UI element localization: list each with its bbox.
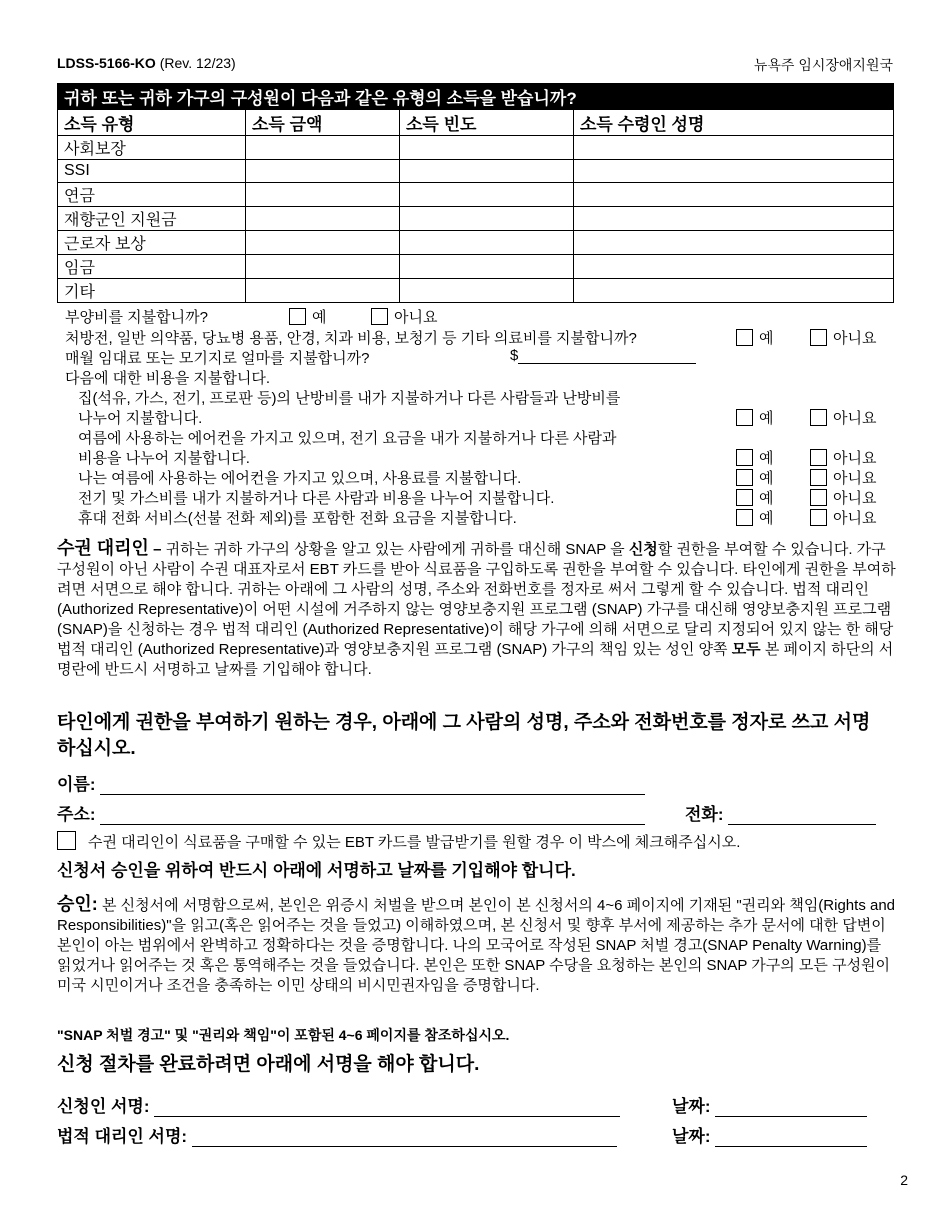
medical-no-checkbox[interactable] bbox=[810, 329, 827, 346]
table-row bbox=[58, 136, 894, 160]
medical-no[interactable] bbox=[810, 327, 876, 348]
income-type-ssi: SSI bbox=[58, 160, 246, 183]
ac-fee-no-checkbox[interactable] bbox=[810, 469, 827, 486]
heating-yes[interactable] bbox=[736, 407, 774, 428]
table-row bbox=[58, 207, 894, 231]
medical-yes-checkbox[interactable] bbox=[736, 329, 753, 346]
frequency-cell[interactable] bbox=[400, 231, 574, 255]
see-pages-note: "SNAP 처벌 경고" 및 "권리와 책임"이 포함된 4~6 페이지를 참조하십시오. bbox=[57, 1027, 510, 1043]
frequency-cell[interactable] bbox=[400, 160, 574, 183]
rent-amount-field[interactable] bbox=[510, 347, 696, 364]
ac-yes-checkbox[interactable] bbox=[736, 449, 753, 466]
amount-cell[interactable] bbox=[246, 279, 400, 303]
ac-line-2: 비용을 나누어 지불합니다. bbox=[78, 450, 250, 467]
no-label: 아니요 bbox=[833, 510, 877, 527]
heating-line-2: 나누어 지불합니다. bbox=[78, 410, 203, 427]
dollar-sign: $ bbox=[510, 347, 519, 364]
rep-signature-label: 법적 대리인 서명: bbox=[57, 1127, 188, 1146]
utilities-line: 전기 및 가스비를 내가 지불하거나 다른 사람과 비용을 나누어 지불합니다. bbox=[78, 490, 555, 507]
amount-cell[interactable] bbox=[246, 255, 400, 279]
agency-name: 뉴욕주 임시장애지원국 bbox=[753, 57, 893, 73]
frequency-cell[interactable] bbox=[400, 136, 574, 160]
ac-no-checkbox[interactable] bbox=[810, 449, 827, 466]
no-label: 아니요 bbox=[833, 450, 877, 467]
rep-address-label: 주소: bbox=[57, 805, 96, 824]
applicant-date-line[interactable] bbox=[715, 1100, 867, 1117]
ebt-card-label: 수권 대리인이 식료품을 구매할 수 있는 EBT 카드를 발급받기를 원할 경우 이 박스에 체크해주십시오. bbox=[88, 834, 741, 851]
income-type-veterans: 재향군인 지원금 bbox=[58, 207, 246, 231]
form-id: LDSS-5166-KO bbox=[57, 55, 156, 71]
approval-paragraph bbox=[57, 894, 897, 996]
frequency-cell[interactable] bbox=[400, 207, 574, 231]
support-no[interactable] bbox=[371, 306, 437, 327]
rep-name-field[interactable] bbox=[57, 770, 645, 795]
no-label: 아니요 bbox=[394, 309, 438, 326]
amount-cell[interactable] bbox=[246, 160, 400, 183]
amount-cell[interactable] bbox=[246, 183, 400, 207]
auth-rep-text-3: 본 페이지 하단의 서명란에 반드시 서명하고 날짜를 기입해야 합니다. bbox=[57, 641, 894, 678]
applicant-date-field[interactable] bbox=[672, 1092, 867, 1117]
frequency-cell[interactable] bbox=[400, 255, 574, 279]
ebt-card-checkbox[interactable] bbox=[57, 831, 76, 850]
ac-fee-yes-checkbox[interactable] bbox=[736, 469, 753, 486]
phone-bill-no-checkbox[interactable] bbox=[810, 509, 827, 526]
form-revision: (Rev. 12/23) bbox=[159, 55, 236, 71]
ac-yes[interactable] bbox=[736, 447, 774, 468]
income-type-workers-comp: 근로자 보상 bbox=[58, 231, 246, 255]
yes-label: 예 bbox=[759, 490, 774, 507]
utilities-no[interactable] bbox=[810, 487, 876, 508]
approval-text: 본 신청서에 서명함으로써, 본인은 위증시 처벌을 받으며 본인이 본 신청서의 4~6 페이지에 기재된 "권리와 책임(Rights and Responsibilities)"을 읽고(혹은 읽어주는 것을 들었고) 이해하였으며, 본 신청서 및 향후 부서에 제공하는 추가 문서에 대한 답변이 본인이 아는 범위에서 완벽하고 정확하다는 것을 증명합니다. 나의 모국어로 작성된 SNAP 처벌 경고(SNAP Penalty Warning)를 읽었거나 읽어주는 것 혹은 통역해주는 것을 들었습니다. 본인은 또한 SNAP 수당을 요청하는 본인의 SNAP 가구의 모든 구성원이 미국 시민이거나 조건을 충족하는 이민 상태의 비시민권자임을 증명합니다. bbox=[57, 897, 896, 994]
phone-bill-yes-checkbox[interactable] bbox=[736, 509, 753, 526]
income-type-other: 기타 bbox=[58, 279, 246, 303]
ac-fee-line: 나는 여름에 사용하는 에어컨을 가지고 있으며, 사용료를 지불합니다. bbox=[78, 470, 522, 487]
amount-cell[interactable] bbox=[246, 231, 400, 255]
auth-rep-apply: 신청 bbox=[628, 541, 658, 558]
phone-bill-line: 휴대 전화 서비스(선불 전화 제외)를 포함한 전화 요금을 지불합니다. bbox=[78, 510, 517, 527]
rep-name-label: 이름: bbox=[57, 775, 96, 794]
yes-label: 예 bbox=[759, 510, 774, 527]
phone-bill-no[interactable] bbox=[810, 507, 876, 528]
rep-phone-line[interactable] bbox=[728, 808, 876, 825]
applicant-signature-field[interactable] bbox=[57, 1092, 620, 1117]
recipient-cell[interactable] bbox=[574, 279, 894, 303]
income-type-social-security: 사회보장 bbox=[58, 136, 246, 160]
ebt-card-option[interactable] bbox=[57, 831, 740, 852]
frequency-cell[interactable] bbox=[400, 183, 574, 207]
recipient-cell[interactable] bbox=[574, 207, 894, 231]
ac-no[interactable] bbox=[810, 447, 876, 468]
income-type-pension: 연금 bbox=[58, 183, 246, 207]
yes-label: 예 bbox=[759, 410, 774, 427]
complete-heading: 신청 절차를 완료하려면 아래에 서명을 해야 합니다. bbox=[57, 1054, 480, 1075]
table-row bbox=[58, 183, 894, 207]
heating-line-1: 집(석유, 가스, 전기, 프로판 등)의 난방비를 내가 지불하거나 다른 사람들과 난방비를 bbox=[78, 390, 621, 407]
heating-yes-checkbox[interactable] bbox=[736, 409, 753, 426]
rep-date-line[interactable] bbox=[715, 1130, 867, 1147]
rep-date-label: 날짜: bbox=[672, 1127, 711, 1146]
rep-address-field[interactable] bbox=[57, 800, 645, 825]
medical-yes[interactable] bbox=[736, 327, 774, 348]
frequency-cell[interactable] bbox=[400, 279, 574, 303]
recipient-cell[interactable] bbox=[574, 183, 894, 207]
table-row bbox=[58, 255, 894, 279]
col-income-type: 소득 유형 bbox=[58, 110, 246, 136]
no-label: 아니요 bbox=[833, 410, 877, 427]
recipient-cell[interactable] bbox=[574, 160, 894, 183]
heating-no[interactable] bbox=[810, 407, 876, 428]
recipient-cell[interactable] bbox=[574, 136, 894, 160]
utilities-yes-checkbox[interactable] bbox=[736, 489, 753, 506]
ac-fee-yes[interactable] bbox=[736, 467, 774, 488]
page-number: 2 bbox=[900, 1172, 908, 1188]
table-row bbox=[58, 231, 894, 255]
income-table bbox=[57, 83, 894, 303]
table-row bbox=[58, 279, 894, 303]
heating-no-checkbox[interactable] bbox=[810, 409, 827, 426]
rep-signature-line[interactable] bbox=[192, 1130, 617, 1147]
auth-rep-instruction: 타인에게 권한을 부여하기 원하는 경우, 아래에 그 사람의 성명, 주소와 전화번호를 정자로 쓰고 서명하십시오. bbox=[57, 712, 871, 759]
income-type-wages: 임금 bbox=[58, 255, 246, 279]
utilities-yes[interactable] bbox=[736, 487, 774, 508]
phone-bill-yes[interactable] bbox=[736, 507, 774, 528]
form-id-header bbox=[57, 55, 236, 71]
yes-label: 예 bbox=[312, 309, 327, 326]
support-yes[interactable] bbox=[289, 306, 327, 327]
no-label: 아니요 bbox=[833, 330, 877, 347]
must-sign-heading: 신청서 승인을 위하여 반드시 아래에 서명하고 날짜를 기입해야 합니다. bbox=[57, 861, 576, 880]
no-label: 아니요 bbox=[833, 490, 877, 507]
auth-rep-dash: – bbox=[148, 541, 166, 558]
ac-line-1: 여름에 사용하는 에어컨을 가지고 있으며, 전기 요금을 내가 지불하거나 다른 사람과 bbox=[78, 430, 617, 447]
utilities-no-checkbox[interactable] bbox=[810, 489, 827, 506]
auth-rep-text-2: 할 권한을 부여할 수 있습니다. 가구 구성원이 아닌 사람이 수권 대표자로서 EBT 카드를 받아 식료품을 구입하도록 권한을 부여할 수 있습니다. 타인에게 권한을 부여하려면 서면으로 해야 합니다. 귀하는 아래에 그 사람의 성명, 주소와 전화번호를 정자로 써서 그렇게 할 수 있습니다. 법적 대리인 (Authorized Representative)이 어떤 시설에 거주하지 않는 영양보충지원 프로그램 (SNAP) 가구를 대신해 영양보충지원 프로그램 (SNAP)을 신청하는 경우 법적 대리인 (Authorized Representative)이 해당 가구에 의해 서면으로 달리 지정되어 있지 않는 한 해당 법적 대리인 (Authorized Representative)과 영양보충지원 프로그램 (SNAP) 가구의 책임 있는 성인 양쪽 bbox=[57, 541, 896, 658]
auth-rep-paragraph bbox=[57, 538, 897, 680]
col-recipient-name: 소득 수령인 성명 bbox=[574, 110, 894, 136]
rep-phone-field[interactable] bbox=[685, 800, 876, 825]
costs-intro: 다음에 대한 비용을 지불합니다. bbox=[65, 370, 271, 387]
support-question: 부양비를 지불합니까? bbox=[65, 309, 208, 326]
auth-rep-text-1: 귀하는 귀하 가구의 상황을 알고 있는 사람에게 귀하를 대신해 SNAP 을 bbox=[165, 541, 629, 558]
rent-amount-line[interactable] bbox=[518, 347, 696, 364]
auth-rep-both: 모두 bbox=[731, 641, 761, 658]
applicant-signature-label: 신청인 서명: bbox=[57, 1097, 150, 1116]
applicant-date-label: 날짜: bbox=[672, 1097, 711, 1116]
ac-fee-no[interactable] bbox=[810, 467, 876, 488]
recipient-cell[interactable] bbox=[574, 231, 894, 255]
no-label: 아니요 bbox=[833, 470, 877, 487]
rep-name-line[interactable] bbox=[100, 778, 645, 795]
table-row bbox=[58, 160, 894, 183]
support-no-checkbox[interactable] bbox=[371, 308, 388, 325]
yes-label: 예 bbox=[759, 470, 774, 487]
amount-cell[interactable] bbox=[246, 207, 400, 231]
applicant-signature-line[interactable] bbox=[154, 1100, 620, 1117]
col-income-frequency: 소득 빈도 bbox=[400, 110, 574, 136]
recipient-cell[interactable] bbox=[574, 255, 894, 279]
medical-question: 처방전, 일반 의약품, 당뇨병 용품, 안경, 치과 비용, 보청기 등 기타 의료비를 지불합니까? bbox=[65, 330, 637, 347]
rep-date-field[interactable] bbox=[672, 1122, 867, 1147]
col-income-amount: 소득 금액 bbox=[246, 110, 400, 136]
yes-label: 예 bbox=[759, 330, 774, 347]
approval-title: 승인: bbox=[57, 894, 98, 914]
income-question: 귀하 또는 귀하 가구의 구성원이 다음과 같은 유형의 소득을 받습니까? bbox=[58, 84, 894, 110]
rent-question: 매월 임대료 또는 모기지로 얼마를 지불합니까? bbox=[65, 350, 370, 367]
rep-signature-field[interactable] bbox=[57, 1122, 617, 1147]
rep-phone-label: 전화: bbox=[685, 805, 724, 824]
rep-address-line[interactable] bbox=[100, 808, 645, 825]
support-yes-checkbox[interactable] bbox=[289, 308, 306, 325]
amount-cell[interactable] bbox=[246, 136, 400, 160]
auth-rep-title: 수권 대리인 bbox=[57, 538, 149, 558]
yes-label: 예 bbox=[759, 450, 774, 467]
